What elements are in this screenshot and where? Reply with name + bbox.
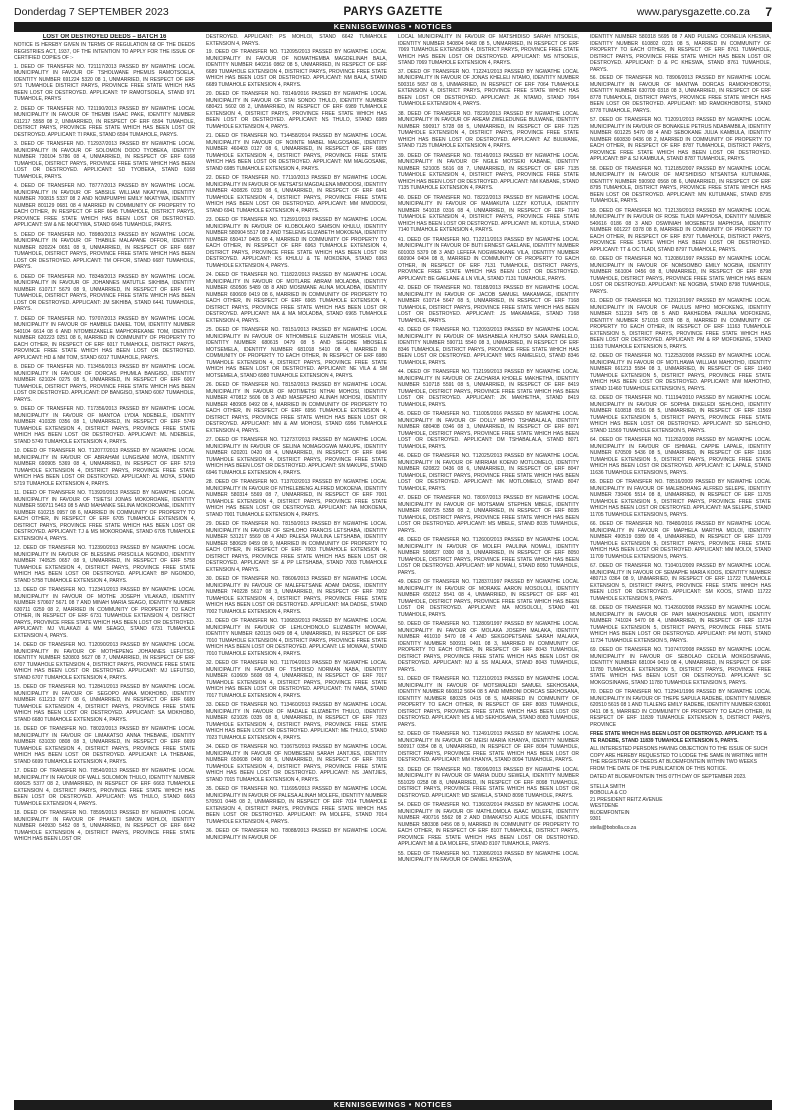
- deed-notice: 38. DEED OF TRANSFER NO. T8220/2013 PASSED BY NGWATHE LOCAL MUNICIPALITY IN FAVOUR OF AREAM ZWELEDUNGE BULWANE, IDENTITY NUMBER 590917 5728 08 5, UNMARRIED, IN RESPECT OF ERF 7125 TUMAHOLE EXTENSION 4, DISTRICT PARYS, PROVINCE FREE STATE WHICH HAS BEEN LOST OR DESTROYED. APPLICANT: AZ BULWANE, STAND 7125 TUMAHOLE EXTENSION 4, PARYS.: [398, 110, 579, 149]
- deed-notice: 60. DEED OF TRANSFER NO. T12086/1997 PASSED BY NGWATHE LOCAL MUNICIPALITY IN FAVOUR OF NOMSOMBO EMILY NOGBIA, IDENTITY NUMBER 561004 0456 08 8, UNMARRIED, IN RESPECT OF ERF 8798 TUMAHOLE, DISTRICT PARYS, PROVINCE FREE STATE WHICH HAS BEEN LOST OR DESTROYED. APPLICANT: NE NOGBIA, STAND 8798 TUMAHOLE, PARYS.: [590, 256, 771, 295]
- deed-notice: 52. DEED OF TRANSFER NO. T12491/2013 PASSED BY NGWATHE LOCAL MUNICIPALITY IN FAVOUR OF MEISI MARIA KHANYA, IDENTITY NUMBER 500917 0354 08 8, UNMARRIED, IN RESPECT OF ERF 8094 TUMAHOLE, DISTRICT PARYS, PROVINCE FREE STATE WHICH HAS BEEN LOST OR DESTROYED. APPLICANT: MM KHANYA, STAND 8094 TUMAHOLE, PARYS.: [398, 731, 579, 763]
- deed-notice: 66. DEED OF TRANSFER NO. T8480/2016 PASSED BY NGWATHE LOCAL MUNICIPALITY IN FAVOUR OF MAPHELA MARTHA MOLOI, IDENTITY NUMBER 490519 0389 08 4, UNMARRIED, IN RESPECT OF ERF 11709 TUMAHOLE EXTENSION 5, DISTRICT PARYS, PROVINCE FREE STATE WHICH HAS BEEN LOST OR DESTROYED. APPLICANT: MM MOLOI, STAND 11709 TUMAHOLE EXTENSION 5, PARYS.: [590, 521, 771, 560]
- deed-notice: 35. DEED OF TRANSFER NO. T11695/2013 PASSED BY NGWATHE LOCAL MUNICIPALITY IN FAVOUR OF PALESA ALINAH MOLEFE, IDENTITY NUMBER 570501 0445 08 2, UNMARRIED, IN RESPECT OF ERF 7014 TUMAHOLE EXTENSION 4, DISTRICT PARYS, PROVINCE FREE STATE WHICH HAS BEEN LOST OR DESTROYED. APPLICANT: PA MOLEFE, STAND 7014 TUMAHOLE EXTENSION 4, PARYS.: [206, 786, 387, 825]
- deed-notice: 34. DEED OF TRANSFER NO. T10675/2013 PASSED BY NGWATHE LOCAL MUNICIPALITY IN FAVOUR OF NOMBESENI SARAH JANTJIES, IDENTITY NUMBER 650608 0490 08 5, UNMARRIED, IN RESPECT OF ERF 7015 TUMAHOLE EXTENSION 4, DISTRICT PARYS, PROVINCE FREE STATE WHICH HAS BEEN LOST OR DESTROYED. APPLICANT: NS JANTJIES, STAND 7015 TUMAHOLE EXTENSION 4, PARYS.: [206, 744, 387, 783]
- deed-notice: 63. DEED OF TRANSFER NO. T11194/2010 PASSED BY NGWATHE LOCAL MUNICIPALITY IN FAVOUR OF SOPHIA DIKELEDI SEHLOHO, IDENTITY NUMBER 610818 0516 08 5, UNMARRIED, IN RESPECT OF ERF 11569 TUMAHOLE EXTENSION 5, DISTRICT PARYS, PROVINCE FREE STATE WHICH HAS BEEN LOST OR DESTROYED. APPLICANT: SD SEHLOHO, STAND 11569 TUMAHOLE EXTENSION 5, PARYS.: [590, 395, 771, 434]
- deed-notice: 47. DEED OF TRANSFER NO. T8097/2013 PASSED BY NGWATHE LOCAL MUNICIPALITY IN FAVOUR OF MOTSAMAI STEPHEN MBELE, IDENTITY NUMBER 600725 5358 08 2, UNMARRIED, IN RESPECT OF ERF 8035 TUMAHOLE, DISTRICT PARYS, PROVINCE FREE STATE WHICH HAS BEEN LOST OR DESTROYED. APPLICANT: MS MBELE, STAND 8035 TUMAHOLE, PARYS.: [398, 495, 579, 534]
- deed-notice: 14. DEED OF TRANSFER NO. T12090/2013 PASSED BY NGWATHE LOCAL MUNICIPALITY IN FAVOUR OF MOTHEPENG JOHANNES LEFUTSO, IDENTITY NUMBER 520803 5627 08 7, UNMARRIED, IN RESPECT OF ERF 6707 TUMAHOLE EXTENSION 4, DISTRICT PARYS, PROVINCE FREE STATE WHICH HAS BEEN LOST OR DESTROYED. APPLICANT: MJ LEFUTSO, STAND 6707 TUMAHOLE EXTENSION 4, PARYS.: [14, 642, 195, 681]
- notices-intro: NOTICE IS HEREBY GIVEN IN TERMS OF REGULATION 68 OF THE DEEDS REGISTRIES ACT, 1937, OF THE INTENTION TO APPLY FOR THE ISSUE OF CERTIFIED COPIES OF :-: [14, 42, 195, 61]
- deed-notice: 20. DEED OF TRANSFER NO. T8149/2016 PASSED BY NGWATHE LOCAL MUNICIPALITY IN FAVOUR OF STAI SONDO THULO, IDENTITY NUMBER 680421 5602 08 2, UNMARRIED, IN RESPECT OF ERF 6989 TUMAHOLE EXTENSION 4, DISTRICT PARYS, PROVINCE FREE STATE WHICH HAS BEEN LOST OR DESTROYED. APPLICANT: NS THULO, STAND 6989 TUMAHOLE EXTENSION 4, PARYS.: [206, 91, 387, 130]
- deed-notice: 18. DEED OF TRANSFER NO. T8595/2013 PASSED BY NGWATHE LOCAL MUNICIPALITY IN FAVOUR OF PHAKETI SIMON MOHLOI, IDENTITY NUMBER 640930 5452 08 5, UNMARRIED, IN RESPECT OF ERF 6642 TUMAHOLE EXTENSION 4, DISTRICT PARYS, PROVINCE FREE STATE WHICH HAS BEEN LOST OR: [14, 810, 195, 842]
- deed-notice: 8. DEED OF TRANSFER NO. T13456/2013 PASSED BY NGWATHE LOCAL MUNICIPALITY IN FAVOUR OF DORCAS PHUMLA BANGISO, IDENTITY NUMBER 621024 0275 08 5, UNMARRIED, IN RESPECT OF ERF 6067 TUMAHOLE, DISTRICT PARYS, PROVINCE FREE STATE WHICH HAS BEEN LOST OR DESTROYED. APPLICANT: DP BANGISO, STAND 6067 TUMAHOLE, PARYS.: [14, 364, 195, 403]
- deed-notice: 19. DEED OF TRANSFER NO. T12095/2013 PASSED BY NGWATHE LOCAL MUNICIPALITY IN FAVOUR OF NOMATHEMBA MAGDELINAH BALA, IDENTITY NUMBER 640216 0862 08 5, UNMARRIED, IN RESPECT OF ERF 6689 TUMAHOLE EXTENSION 4, DISTRICT PARYS, PROVINCE FREE STATE WHICH HAS BEEN LOST OR DESTROYED. APPLICANT: NM BALA, STAND 6689 TUMAHOLE EXTENSION 4, PARYS.: [206, 49, 387, 88]
- deed-notice: 65. DEED OF TRANSFER NO. T8516/2009 PASSED BY NGWATHE LOCAL MUNICIPALITY IN FAVOUR OF MALEBOHANG ALFRED SELEPE, IDENTITY NUMBER 730406 5514 08 8, UNMARRIED, IN RESPECT OF ERF 11705 TUMAHOLE EXTENSION 5, DISTRICT PARYS, PROVINCE FREE STATE WHICH HAS BEEN LOST OR DESTROYED. APPLICANT: MA SELEPE, STAND 11705 TUMAHOLE EXTENSION 5, PARYS.: [590, 479, 771, 518]
- deed-notice: 39. DEED OF TRANSFER NO. T8149/2013 PASSED BY NGWATHE LOCAL MUNICIPALITY IN FAVOUR OF NGILE MOTSEKI KABANE, IDENTITY NUMBER 521005 5616 08 7, UNMARRIED, IN RESPECT OF ERF 7135 TUMAHOLE EXTENSION 4, DISTRICT PARYS, PROVINCE FREE STATE WHICH HAS BEEN LOST OR DESTROYED. APPLICANT: NM KABANE, STAND 7135 TUMAHOLE EXTENSION 4, PARYS.: [398, 152, 579, 191]
- deed-notice: 45. DEED OF TRANSFER NO. T11005/2016 PASSED BY NGWATHE LOCAL MUNICIPALITY IN FAVOUR OF DOLLY MPHO TSHABALALA, IDENTITY NUMBER 680408 0346 08 3, UNMARRIED, IN RESPECT OF ERF 8071 TUMAHOLE, DISTRICT PARYS, PROVINCE FREE STATE WHICH HAS BEEN LOST OR DESTROYED. APPLICANT: DM TSHABALALA, STAND 8071 TUMAHOLE, PARYS.: [398, 411, 579, 450]
- notice-70-ending: FREE STATE WHICH HAS BEEN LOST OR DESTROYED. APPLICANT: TS & TE RADEBE, STAND 11839 TUMAHOLE EXTENSION 5, PARYS.: [590, 731, 768, 744]
- notice-continuation: LOCAL MUNICIPALITY IN FAVOUR OF MATSHIDISO SARAH NTSOELE, IDENTITY NUMBER 540804 0468 08 5, UNMARRIED, IN RESPECT OF ERF 7069 TUMAHOLE EXTENSION 4, DISTRICT PARYS, PROVINCE FREE STATE WHICH HAS BEEN LOST OR DESTROYED. APPLICANT: MS NTSOELE, STAND 7069 TUMAHOLE EXTENSION 4, PARYS.: [398, 34, 579, 66]
- deed-notice: 3. DEED OF TRANSFER NO. T12937/2013 PASSED BY NGWATHE LOCAL MUNICIPALITY IN FAVOUR OF SOLOMON DODO TYOBEKA, IDENTITY NUMBER 730104 5786 08 4, UNMARRIED, IN RESPECT OF ERF 6168 TUMAHOLE, DISTRICT PARYS, PROVINCE FREE STATE WHICH HAS BEEN LOST OR DESTROYED. APPLICANT: SD TYOBEKA, STAND 6168 TUMAHOLE, PARYS.: [14, 141, 195, 180]
- notice-continuation: DESTROYED. APPLICANT: PS MOHLOI, STAND 6642 TUMAHOLE EXTENSION 4, PARYS.: [206, 34, 387, 47]
- deed-notice: 49. DEED OF TRANSFER NO. T12837/1997 PASSED BY NGWATHE LOCAL MUNICIPALITY IN FAVOUR OF MORAKE AARON MOSOLOLI, IDENTITY NUMBER 650212 5541 08 4, UNMARRIED, IN RESPECT OF ERF 401 TUMAHOLE, DISTRICT PARYS, PROVINCE FREE STATE WHICH HAS BEEN LOST OR DESTROYED. APPLICANT: MA MOSOLOLI, STAND 401 TUMAHOLE, PARYS.: [398, 579, 579, 618]
- deed-notice: 55. DEED OF TRANSFER NO. T12086/2013 PASSED BY NGWATHE LOCAL MUNICIPALITY IN FAVOUR OF DANIEL KHESWA,: [398, 850, 579, 863]
- deed-notice: 22. DEED OF TRANSFER NO. T7110/2013 PASSED BY NGWATHE LOCAL MUNICIPALITY IN FAVOUR OF METSATSI MAGDALENA MMODOSI, IDENTITY NUMBER 430826 0233 08 6, UNMARRIED, IN RESPECT OF ERF 6941 TUMAHOLE EXTENSION 4, DISTRICT PARYS, PROVINCE FREE STATE WHICH HAS BEEN LOST OR DESTROYED. APPLICANT: MM MMODOSI, STAND 6941 TUMAHOLE EXTENSION 4, PARYS.: [206, 175, 387, 214]
- deed-notice: 48. DEED OF TRANSFER NO. T12600/2013 PASSED BY NGWATHE LOCAL MUNICIPALITY IN FAVOUR OF MOLEFI PAULINA NOMALI, IDENTITY NUMBER 590827 0300 08 3, UNMARRIED, IN RESPECT OF ERF 8050 TUMAHOLE, DISTRICT PARYS, PROVINCE FREE STATE WHICH HAS BEEN LOST OR DESTROYED. APPLICANT: MP NOMALI, STAND 8050 TUMAHOLE, PARYS.: [398, 537, 579, 576]
- deed-notice: 70. DEED OF TRANSFER NO. T12941/1996 PASSED BY NGWATHE LOCAL MUNICIPALITY IN FAVOUR OF THEPE SAPULA RADEBE, IDENTITY NUMBER 620510 5615 08 1 AND TLALENG EMILY RADEBE, IDENTITY NUMBER 630601 0411 08 5, MARRIED IN COMMUNITY OF PROPERTY TO EACH OTHER, IN RESPECT OF ERF 11839 TUMAHOLE EXTENSION 5, DISTRICT PARYS, PROVINCE: [590, 689, 771, 728]
- deed-notice: 36. DEED OF TRANSFER NO. T8088/2013 PASSED BY NGWATHE LOCAL MUNICIPALITY IN FAVOUR OF: [206, 828, 387, 841]
- notice-list: [14, 64, 195, 843]
- website-link[interactable]: www.parysgazette.co.za: [636, 6, 750, 18]
- deed-notice: 58. DEED OF TRANSFER NO. T12185/2007 PASSED BY NGWATHE LOCAL MUNICIPALITY IN FAVOUR OF MATSHIDISO NTSANTSA KUTUMANE, IDENTITY NUMBER 590902 0568 08 6, UNMARRIED, IN RESPECT OF ERF 8795 TUMAHOLE, DISTRICT PARYS, PROVINCE FREE STATE WHICH HAS BEEN LOST OR DESTROYED. APPLICANT: MN KUTUMANE, STAND 8795 TUMAHOLE, PARYS.: [590, 165, 771, 204]
- deed-notice: 68. DEED OF TRANSFER NO. T14260/2008 PASSED BY NGWATHE LOCAL MUNICIPALITY IN FAVOUR OF PAPI MAKHOSANDILE MOTI, IDENTITY NUMBER 741024 5470 08 4, UNMARRIED, IN RESPECT OF ERF 11734 TUMAHOLE EXTENSION 5, DISTRICT PARYS, PROVINCE FREE STATE WHICH HAS BEEN LOST OR DESTROYED. APPLICANT: PM MOTI, STAND 11734 TUMAHOLE EXTENSION 5, PARYS.: [590, 605, 771, 644]
- deed-notice: 27. DEED OF TRANSFER NO. T12737/2013 PASSED BY NGWATHE LOCAL MUNICIPALITY IN FAVOUR OF SELINA NOMAGOGWA MAKUPE, IDENTITY NUMBER 620201 0420 08 4, UNMARRIED, IN RESPECT OF ERF 6946 TUMAHOLE EXTENSION 4, DISTRICT PARYS, PROVINCE FREE STATE WHICH HAS BEEN LOST OR DESTROYED. APPLICANT: SN MAKUPE, STAND 6946 TUMAHOLE EXTENSION 4, PARYS.: [206, 437, 387, 476]
- contact-email[interactable]: stella@bobolla.co.za: [590, 824, 637, 831]
- deed-notice: 1. DEED OF TRANSFER NO. T21117/2013 PASSED BY NGWATHE LOCAL MUNICIPALITY IN FAVOUR OF TSHOLWANE PHEMUS RAMOTSOELA, IDENTITY NUMBER 691224 5320 08 1, UNMARRIED, IN RESPECT OF ERF 971 TUMAHOLE DISTRICT PARYS, PROVINCE FREE STATE WHICH HAS BEEN LOST OR DESTROYED. APPLICANT: TP RAMOTSOELA, STAND 971 TUMAHOLE, PARYS: [14, 63, 195, 102]
- column-2: [206, 34, 387, 1096]
- deed-notice: 32. DEED OF TRANSFER NO. T11704/2013 PASSED BY NGWATHE LOCAL MUNICIPALITY IN FAVOUR OF TSHIDISO NORMAN NABA, IDENTITY NUMBER 610609 5608 08 4, UNMARRIED, IN RESPECT OF ERF 7017 TUMAHOLE EXTENSION 4, DISTRICT PARYS, PROVINCE FREE STATE WHICH HAS BEEN LOST OR DESTROYED. APPLICANT: TN NABA, STAND 7017 TUMAHOLE EXTENSION 4, PARYS.: [206, 660, 387, 699]
- deed-notice: 28. DEED OF TRANSFER NO. T13702/2013 PASSED BY NGWATHE LOCAL MUNICIPALITY IN FAVOUR OF NTHELEBENG ALFRED MOKOENA, IDENTITY NUMBER 580314 5569 08 7, UNMARRIED, IN RESPECT OF ERF 7001 TUMAHOLE EXTENSION 4, DISTRICT PARYS, PROVINCE FREE STATE WHICH HAS BEEN LOST OR DESTROYED. APPLICANT: NA MOKOENA, STAND 7001 TUMAHOLE EXTENSION 4, PARYS.: [206, 479, 387, 518]
- deed-notice: 53. DEED OF TRANSFER NO. T8096/2013 PASSED BY NGWATHE LOCAL MUNICIPALITY IN FAVOUR OF MARIA DUDU SEWELA, IDENTITY NUMBER 551029 0258 08 8, UNMARRIED, IN RESPECT OF ERF 8098 TUMAHOLE, DISTRICT PARYS, PROVINCE FREE STATE WHICH HAS BEEN LOST OR DESTROYED. APPLICANT: MD SEWELA, STAND 8098 TUMAHOLE, PARYS.: [398, 766, 579, 799]
- notice-list: [398, 69, 579, 864]
- deed-notice: 12. DEED OF TRANSFER NO. T12390/2013 PASSED BY NGWATHE LOCAL MUNICIPALITY IN FAVOUR OF BLESSING PRISCILLA NGONDO, IDENTITY NUMBER 740525 0657 08 9, UNMARRIED, IN RESPECT OF ERF 5758 TUMAHOLE EXTENSION 4, DISTRICT PARYS, PROVINCE FREE STATE WHICH HAS BEEN LOST OR DESTROYED. APPLICANT: BP NGONDO, STAND 5758 TUMAHOLE EXTENSION 4, PARYS.: [14, 545, 195, 584]
- deed-notice: 61. DEED OF TRANSFER NO. T12912/1997 PASSED BY NGWATHE LOCAL MUNICIPALITY IN FAVOUR OF PAULUS MPHO MOFOKENG, IDENTITY NUMBER 511219 5475 08 5 AND RAKHEOBA PAULINA MOFOKENG, IDENTITY NUMBER 571015 0378 08 8, MARRIED IN COMMUNITY OF PROPERTY TO EACH OTHER, IN RESPECT OF ERF 11163 TUMAHOLE EXTENSION 5, DISTRICT PARYS, PROVINCE FREE STATE WHICH HAS BEEN LOST OR DESTROYED. APPLICANT: PM & RP MOFOKENG, STAND 11163 TUMAHOLE EXTENSION 5, PARYS.: [590, 298, 771, 350]
- section-band: KENNISGEWINGS • NOTICES: [14, 22, 772, 32]
- applicant-address: STELLA SMITH BOBOLLA & CO 21 PRESIDENT REITZ AVENUE WESTDENE BLOEMFONTEIN 9301: [590, 783, 663, 822]
- deed-notice: 7. DEED OF TRANSFER NO. T9707/2013 PASSED BY NGWATHE LOCAL MUNICIPALITY IN FAVOUR OF HAMBILE DANIEL TOM, IDENTITY NUMBER 540104 6614 08 6 AND NTOMBIZANELE MAPHOREKANE TOM, IDENTITY NUMBER 620223 0251 08 6, MARRIED IN COMMUNITY OF PROPERTY TO EACH OTHER, IN RESPECT OF ERF 6017 TUMAHOLE, DISTRICT PARYS, PROVINCE FREE STATE WHICH HAS BEEN LOST OR DESTROYED. APPLICANT: HD & NM TOM, STAND 6017 TUMAHOLE, PARYS.: [14, 315, 195, 361]
- deed-notice: 24. DEED OF TRANSFER NO. T11822/2013 PASSED BY NGWATHE LOCAL MUNICIPALITY IN FAVOUR OF MOTLARE ABRAM MOLADBA, IDENTITY NUMBER 650506 5489 08 8 AND MOSIMANE ALINA MOLADBA, IDENTITY NUMBER 690609 0419 08 6, MARRIED IN COMMUNITY OF PROPERTY TO EACH OTHER, IN RESPECT OF ERF 6965 TUMAHOLE EXTENSION 4, DISTRICT PARYS, PROVINCE FREE STATE WHICH HAS BEEN LOST OR DESTROYED. APPLICANT: MA & MA MOLADBA, STAND 6965 TUMAHOLE EXTENSION 4, PARYS.: [206, 272, 387, 324]
- objection-instructions: ALL INTERESTED PERSONS HAVING OBJECTION TO THE ISSUE OF SUCH COPY ARE HEREBY REQUESTED TO LODGE THE SAME IN WRITING WITH THE REGISTRAR OF DEEDS AT BLOEMFONTEIN WITHIN TWO WEEKS FROM THE DATE OF THE PUBLICATION OF THIS NOTICE.: [590, 746, 768, 772]
- deed-notice: 69. DEED OF TRANSFER NO. T10747/2008 PASSED BY NGWATHE LOCAL MUNICIPALITY IN FAVOUR OF SEBOLAO CECILIA MOKGOSINANG, IDENTITY NUMBER 681004 0419 08 4, UNMARRIED, IN RESPECT OF ERF 11780 TUMAHOLE EXTENSION 5, DISTRICT PARYS, PROVINCE FREE STATE WHICH HAS BEEN LOST OR DESTROYED. APPLICANT: SC MOKGOSINANG, STAND 11780 TUMAHOLE EXTENSION 5, PARYS.: [590, 647, 771, 686]
- footer-band: KENNISGEWINGS • NOTICES: [14, 1100, 772, 1110]
- deed-notice: 17. DEED OF TRANSFER NO. T8540/2013 PASSED BY NGWATHE LOCAL MUNICIPALITY IN FAVOUR OF WALL SOLOMON THULO, IDENTITY NUMBER 690625 5377 08 2, UNMARRIED, IN RESPECT OF ERF 6663 TUMAHOLE EXTENSION 4, DISTRICT PARYS, PROVINCE FREE STATE WHICH HAS BEEN LOST OR DESTROYED. APPLICANT: WS THULO, STAND 6663 TUMAHOLE EXTENSION 4, PARYS.: [14, 768, 195, 807]
- deed-notice: 57. DEED OF TRANSFER NO. T12091/2013 PASSED BY NGWATHE LOCAL MUNICIPALITY IN FAVOUR OF BONAKELE PETRUS NDABAMBILA, IDENTITY NUMBER 601225 5470 08 4 AND SEBOKANE JULIA KAMBULA, IDENTITY NUMBER 660830 0436 08 2, MARRIED IN COMMUNITY OF PROPERTY TO EACH OTHER, IN RESPECT OF ERF 8787 TUMAHOLE, DISTRICT PARYS, PROVINCE FREE STATE WHICH HAS BEEN LOST OR DESTROYED. APPLICANT: BP & SJ KAMBULA, STAND 8787 TUMAHOLE, PARYS.: [590, 117, 771, 162]
- notices-columns: [14, 34, 772, 1096]
- column-4: [590, 34, 771, 1096]
- deed-notice: 46. DEED OF TRANSFER NO. T12025/2013 PASSED BY NGWATHE LOCAL MUNICIPALITY IN FAVOUR OF MIRRIAM KOENO MOTLOMELO, IDENTITY NUMBER 620822 0436 08 6, UNMARRIED, IN RESPECT OF ERF 8047 TUMAHOLE, DISTRICT PARYS, PROVINCE FREE STATE WHICH HAS BEEN LOST OR DESTROYED. APPLICANT: MK MOTLOMELO, STAND 8047 TUMAHOLE, PARYS.: [398, 453, 579, 492]
- deed-notice: 44. DEED OF TRANSFER NO. T12199/2013 PASSED BY NGWATHE LOCAL MUNICIPALITY IN FAVOUR OF ZACHARIA KHOELE MAKHETHA, IDENTITY NUMBER 510718 5591 08 5, UNMARRIED, IN RESPECT OF ERF 8419 TUMAHOLE, DISTRICT PARYS, PROVINCE FREE STATE WHICH HAS BEEN LOST OR DESTROYED. APPLICANT: ZK MAKHETHA, STAND 8419 TUMAHOLE, PARYS.: [398, 369, 579, 408]
- deed-notice: 42. DEED OF TRANSFER NO. T8188/2013 PASSED BY NGWATHE LOCAL MUNICIPALITY IN FAVOUR OF JACOB SAMUEL MAKAMAGE, IDENTITY NUMBER 610714 5647 08 5, UNMARRIED, IN RESPECT OF ERF 7168 TUMAHOLE, DISTRICT PARYS, PROVINCE FREE STATE WHICH HAS BEEN LOST OR DESTROYED. APPLICANT: JS MAKAMAGE, STAND 7168 TUMAHOLE, PARYS.: [398, 285, 579, 324]
- notice-continuation: IDENTITY NUMBER 580318 5695 08 7 AND PULENG CORNELIA KHESWA, IDENTITY NUMBER 610802 0221 08 5, MARRIED IN COMMUNITY OF PROPERTY TO EACH OTHER, IN RESPECT OF ERF 8761 TUMAHOLE, DISTRICT PARYS, PROVINCE FREE STATE WHICH HAS BEEN LOST OR DESTROYED. APPLICANT: D & PC KHESWA, STAND 8761 TUMAHOLE, PARYS.: [590, 34, 771, 73]
- deed-notice: 43. DEED OF TRANSFER NO. T12093/2013 PASSED BY NGWATHE LOCAL MUNICIPALITY IN FAVOUR OF MASHABELA KHUTSO SANA RAMELELO, IDENTITY NUMBER 590711 5540 08 3, UNMARRIED, IN RESPECT OF ERF 8346 TUMAHOLE, DISTRICT PARYS, PROVINCE FREE STATE WHICH HAS BEEN LOST OR DESTROYED. APPLICANT: MKS RAMELELO, STAND 8346 TUMAHOLE, PARYS.: [398, 327, 579, 366]
- deed-notice: 5. DEED OF TRANSFER NO. T8980/2013 PASSED BY NGWATHE LOCAL MUNICIPALITY IN FAVOUR OF THABILE MALAPANE OFFOR, IDENTITY NUMBER 820224 0651 08 9, UNMARRIED, IN RESPECT OF ERF 6687 TUMAHOLE, DISTRICT PARYS, PROVINCE FREE STATE WHICH HAS BEEN LOST OR DESTROYED. APPLICANT: TM OFFOR, STAND 6687 TUMAHOLE, PARYS.: [14, 231, 195, 270]
- deed-notice: 13. DEED OF TRANSFER NO. T12341/2013 PASSED BY NGWATHE LOCAL MUNICIPALITY IN FAVOUR OF MOTHE JOSEPH VILAKAZI, IDENTITY NUMBER 570607 5671 08 7 AND MINAH MARIA SEAGO, IDENTITY NUMBER 630711 0259 08 2, MARRIED IN COMMUNITY OF PROPERTY TO EACH OTHER, IN RESPECT OF ERF 6731 TUMAHOLE EXTENSION 4, DISTRICT PARYS, PROVINCE FREE STATE WHICH HAS BEEN LOST OR DESTROYED. APPLICANT: MJ VILAKAZI & MM SEAGO, STAND 6731 TUMAHOLE EXTENSION 4, PARYS.: [14, 587, 195, 639]
- deed-notice: 33. DEED OF TRANSFER NO. T13460/2013 PASSED BY NGWATHE LOCAL MUNICIPALITY IN FAVOUR OF MADALE ELIZABETH THULO, IDENTITY NUMBER 621026 0335 08 8, UNMARRIED, IN RESPECT OF ERF 7023 TUMAHOLE EXTENSION 4, DISTRICT PARYS, PROVINCE FREE STATE WHICH HAS BEEN LOST OR DESTROYED. APPLICANT: ME THULO, STAND 7023 TUMAHOLE EXTENSION 4, PARYS.: [206, 702, 387, 741]
- masthead: [14, 6, 772, 22]
- deed-notice: 67. DEED OF TRANSFER NO. T10401/2009 PASSED BY NGWATHE LOCAL MUNICIPALITY IN FAVOUR OF SEMAPHE MARIA KOOS, IDENTITY NUMBER 480713 0364 08 9, UNMARRIED, IN RESPECT OF ERF 11722 TUMAHOLE EXTENSION 5, DISTRICT PARYS, PROVINCE FREE STATE WHICH HAS BEEN LOST OR DESTROYED. APPLICANT: SM KOOS, STAND 11722 TUMAHOLE EXTENSION 5, PARYS.: [590, 563, 771, 602]
- page-number: 7: [765, 5, 772, 19]
- deed-notice: 10. DEED OF TRANSFER NO. T12077/2013 PASSED BY NGWATHE LOCAL MUNICIPALITY IN FAVOUR OF ABRAHAM LUNGISANI MOYA, IDENTITY NUMBER 690905 5369 08 4, UNMARRIED, IN RESPECT OF ERF 5719 TUMAHOLE EXTENSION 4, DISTRICT PARYS, PROVINCE FREE STATE WHICH HAS BEEN LOST OR DESTROYED. APPLICANT: AL MOYA, STAND 5719 TUMAHOLE EXTENSION 4, PARYS.: [14, 448, 195, 487]
- deed-notice: 25. DEED OF TRANSFER NO. T8151/2013 PASSED BY NGWATHE LOCAL MUNICIPALITY IN FAVOUR OF NTHOMBELE ELIZABETH MOSELE VILA, IDENTITY NUMBER 680615 0479 08 5 AND SEGOBE MBOSELE MOTSEMELA, IDENTITY NUMBER 681018 5410 08 4, MARRIED IN COMMUNITY OF PROPERTY TO EACH OTHER, IN RESPECT OF ERF 6980 TUMAHOLE EXTENSION 4, DISTRICT PARYS, PROVINCE FREE STATE WHICH HAS BEEN LOST OR DESTROYED. APPLICANT: NE VILA & SM MOTSEMELA, STAND 6980 TUMAHOLE EXTENSION 4, PARYS.: [206, 327, 387, 379]
- issue-date: Donderdag 7 SEPTEMBER 2023: [14, 6, 169, 18]
- deed-notice: 64. DEED OF TRANSFER NO. T11262/2008 PASSED BY NGWATHE LOCAL MUNICIPALITY IN FAVOUR OF ISHMAEL CAPPIE LAPALE, IDENTITY NUMBER 670509 5436 08 5, UNMARRIED, IN RESPECT OF ERF 11636 TUMAHOLE EXTENSION 5, DISTRICT PARYS, PROVINCE FREE STATE WHICH HAS BEEN LOST OR DESTROYED. APPLICANT: IC LAPALE, STAND 11636 TUMAHOLE EXTENSION 5, PARYS.: [590, 437, 771, 476]
- deed-notice: 9. DEED OF TRANSFER NO. T17356/2013 PASSED BY NGWATHE LOCAL MUNICIPALITY IN FAVOUR OF MANTOA LYDIA NDEBELE, IDENTITY NUMBER 410328 0356 08 1, UNMARRIED, IN RESPECT OF ERF 5749 TUMAHOLE EXTENSION 4, DISTRICT PARYS, PROVINCE FREE STATE WHICH HAS BEEN LOST OR DESTROYED. APPLICANT: ML NDEBELE, STAND 5749 TUMAHOLE EXTENSION 4, PARYS.: [14, 406, 195, 445]
- column-3: [398, 34, 579, 1096]
- newspaper-title: PARYS GAZETTE: [343, 6, 443, 18]
- deed-notice: 51. DEED OF TRANSFER NO. T12210/2013 PASSED BY NGWATHE LOCAL MUNICIPALITY IN FAVOUR OF MOTSWALEDI SAMUEL SEKHOSANA, IDENTITY NUMBER 660812 5604 08 5 AND MMBONI DORCAS SEKHOSANA, IDENTITY NUMBER 680325 0415 08 5, MARRIED IN COMMUNITY OF PROPERTY TO EACH OTHER, IN RESPECT OF ERF 8083 TUMAHOLE, DISTRICT PARYS, PROVINCE FREE STATE WHICH HAS BEEN LOST OR DESTROYED. APPLICANT: MS & MD SEKHOSANA, STAND 8083 TUMAHOLE, PARYS.: [398, 676, 579, 728]
- notices-heading: LOST OR DESTROYED DEEDS – BATCH 16: [42, 34, 167, 40]
- deed-notice: 4. DEED OF TRANSFER NO. T8777/2013 PASSED BY NGWATHE LOCAL MUNICIPALITY IN FAVOUR OF SABSILE WILLIAM NKATYWA, IDENTITY NUMBER 700815 5337 08 2 AND NOMPUMPHI EMILY NKATYWA, IDENTITY NUMBER 801129 0681 08 4 MARRIED IN COMMUNITY OF PROPERTY TO EACH OTHER, IN RESPECT OF ERF 6645 TUMAHOLE, DISTRICT PARYS, PROVINCE FREE STATE WHICH HAS BEEN LOST OR DESTROYED. APPLICANT: SW & NE NKATYWA, STAND 6645 TUMAHOLE, PARYS.: [14, 183, 195, 228]
- notice-list: [206, 49, 387, 841]
- deed-notice: 29. DEED OF TRANSFER NO. T8150/2013 PASSED BY NGWATHE LOCAL MUNICIPALITY IN FAVOUR OF SEHLOHO FRANCIS LETSHABA, IDENTITY NUMBER 531217 5569 08 4 AND PALESA PAULINA LETSHABA, IDENTITY NUMBER 580629 0459 08 9, MARRIED IN COMMUNITY OF PROPERTY TO EACH OTHER, IN RESPECT OF ERF 7003 TUMAHOLE EXTENSION 4, DISTRICT PARYS, PROVINCE FREE STATE WHICH HAS BEEN LOST OR DESTROYED. APPLICANT: SF & PP LETSHABA, STAND 7003 TUMAHOLE EXTENSION 4, PARYS.: [206, 521, 387, 573]
- deed-notice: 56. DEED OF TRANSFER NO. T8906/2013 PASSED BY NGWATHE LOCAL MUNICIPALITY IN FAVOUR OF MANTWA DORCAS RAMOKHOBOTSI, IDENTITY NUMBER 630709 0318 08 3, UNMARRIED, IN RESPECT OF ERF 8778 TUMAHOLE, DISTRICT PARYS, PROVINCE FREE STATE WHICH HAS BEEN LOST OR DESTROYED. APPLICANT: MD RAMOKHOBOTSI, STAND 8778 TUMAHOLE, PARYS.: [590, 75, 771, 114]
- deed-notice: 50. DEED OF TRANSFER NO. T12809/1997 PASSED BY NGWATHE LOCAL MUNICIPALITY IN FAVOUR OF MOLAKA JOSEPH MALAKA, IDENTITY NUMBER 461010 5470 08 4 AND SEKGOPETSANE SARAH MALAKA, IDENTITY NUMBER 500911 0401 08 3, MARRIED IN COMMUNITY OF PROPERTY TO EACH OTHER, IN RESPECT OF ERF 8043 TUMAHOLE, DISTRICT PARYS, PROVINCE FREE STATE WHICH HAS BEEN LOST OR DESTROYED. APPLICANT: MJ & SS MALAKA, STAND 8043 TUMAHOLE, PARYS.: [398, 621, 579, 673]
- deed-notice: 15. DEED OF TRANSFER NO. T12841/2013 PASSED BY NGWATHE LOCAL MUNICIPALITY IN FAVOUR OF SEGOPO ANNA MOKHOBO, IDENTITY NUMBER 611213 0277 08 6, UNMARRIED, IN RESPECT OF ERF 6680 TUMAHOLE EXTENSION 4, DISTRICT PARYS, PROVINCE FREE STATE WHICH HAS BEEN LOST OR DESTROYED. APPLICANT: SA MOKHOBO, STAND 6680 TUMAHOLE EXTENSION 4, PARYS.: [14, 684, 195, 723]
- deed-notice: 30. DEED OF TRANSFER NO. T8606/2013 PASSED BY NGWATHE LOCAL MUNICIPALITY IN FAVOUR OF MALEFETSANE ADAM DADSE, IDENTITY NUMBER 740228 5617 08 3, UNMARRIED, IN RESPECT OF ERF 7002 TUMAHOLE EXTENSION 4, DISTRICT PARYS, PROVINCE FREE STATE WHICH HAS BEEN LOST OR DESTROYED. APPLICANT: MA DADSE, STAND 7002 TUMAHOLE EXTENSION 4, PARYS.: [206, 576, 387, 615]
- deed-notice: 21. DEED OF TRANSFER NO. T14458/2014 PASSED BY NGWATHE LOCAL MUNICIPALITY IN FAVOUR OF NOINTE MABEL MALGOSANE, IDENTITY NUMBER 460403 0127 08 6, UNMARRIED, IN RESPECT OF ERF 6985 TUMAHOLE EXTENSION 4, DISTRICT PARYS, PROVINCE FREE STATE WHICH HAS BEEN LOST OR DESTROYED. APPLICANT: NM MALGOSANE, STAND 6985 TUMAHOLE EXTENSION 4, PARYS.: [206, 133, 387, 172]
- dated-line: DATED AT BLOEMFONTEIN THIS 07TH DAY OF SEPTEMBER 2023.: [590, 774, 747, 780]
- deed-notice: 37. DEED OF TRANSFER NO. T12241/2013 PASSED BY NGWATHE LOCAL MUNICIPALITY IN FAVOUR OF JONAS KHELELI NTAMO, IDENTITY NUMBER 500316 5657 08 5, UNMARRIED, IN RESPECT OF ERF 7064 TUMAHOLE EXTENSION 4, DISTRICT PARYS, PROVINCE FREE STATE WHICH HAS BEEN LOST OR DESTROYED. APPLICANT: JK NTAMO, STAND 7064 TUMAHOLE EXTENSION 4, PARYS.: [398, 68, 579, 107]
- deed-notice: 31. DEED OF TRANSFER NO. T10683/2013 PASSED BY NGWATHE LOCAL MUNICIPALITY IN FAVOUR OF LEHLOHONOLO ELIZABETH MOWAAI, IDENTITY NUMBER 620115 0429 08 4, UNMARRIED, IN RESPECT OF ERF 7010 TUMAHOLE EXTENSION 4, DISTRICT PARYS, PROVINCE FREE STATE WHICH HAS BEEN LOST OR DESTROYED. APPLICANT: LE MOWAAI, STAND 7010 TUMAHOLE EXTENSION 4, PARYS.: [206, 618, 387, 657]
- deed-notice: 16. DEED OF TRANSFER NO. T8022/2013 PASSED BY NGWATHE LOCAL MUNICIPALITY IN FAVOUR OF LIMAKATSO ANNA THEBANE, IDENTITY NUMBER 631030 0808 08 3, UNMARRIED, IN RESPECT OF ERF 6699 TUMAHOLE EXTENSION 4, DISTRICT PARYS, PROVINCE FREE STATE WHICH HAS BEEN LOST OR DESTROYED. APPLICANT: LA THEBANE, STAND 6699 TUMAHOLE EXTENSION 4, PARYS.: [14, 726, 195, 765]
- deed-notice: 11. DEED OF TRANSFER NO. T13920/2013 PASSED BY NGWATHE LOCAL MUNICIPALITY IN FAVOUR OF TSIETSI JONAS MOKOROANE, IDENTITY NUMBER 590711 5463 08 5 AND MAHANKE SELINA MOKOROANE, IDENTITY NUMBER 610215 0957 08 6, MARRIED IN COMMUNITY OF PROPERTY TO EACH OTHER, IN RESPECT OF ERF 6705 TUMAHOLE EXTENSION 4, DISTRICT PARYS, PROVINCE FREE STATE WHICH HAS BEEN LOST OR DESTROYED. APPLICANT: TJ & MS MOKOROANE, STAND 6705 TUMAHOLE EXTENSION 4, PARYS.: [14, 490, 195, 542]
- column-1: [14, 34, 195, 1096]
- deed-notice: 40. DEED OF TRANSFER NO. T8222/2013 PASSED BY NGWATHE LOCAL MUNICIPALITY IN FAVOUR OF MAMAKUTA LIZZY KOTULA, IDENTITY NUMBER 541018 0316 08 4, UNMARRIED, IN RESPECT OF ERF 7140 TUMAHOLE EXTENSION 4, DISTRICT PARYS, PROVINCE FREE STATE WHICH HAS BEEN LOST OR DESTROYED. APPLICANT: ML KOTULA, STAND 7140 TUMAHOLE EXTENSION 4, PARYS.: [398, 194, 579, 233]
- deed-notice: 41. DEED OF TRANSFER NO. T12211/2013 PASSED BY NGWATHE LOCAL MUNICIPALITY IN FAVOUR OF BUTI ERNEST GAELANE, IDENTITY NUMBER 601003 5379 08 3 AND LEFEFA NOGWENKANE VILA, IDENTITY NUMBER 660904 0404 08 8, MARRIED IN COMMUNITY OF PROPERTY TO EACH OTHER, IN RESPECT OF ERF 7131 TUMAHOLE, DISTRICT PARYS, PROVINCE FREE STATE WHICH HAS BEEN LOST OR DESTROYED. APPLICANT: BE GAELANE & LN VILA, STAND 7131 TUMAHOLE, PARYS.: [398, 236, 579, 282]
- deed-notice: 54. DEED OF TRANSFER NO. T13603/2014 PASSED BY NGWATHE LOCAL MUNICIPALITY IN FAVOUR OF MATHLOMOLA ISAAC MOLEFE, IDENTITY NUMBER 490716 5562 08 2 AND DIMAKATSO ALICE MOLEFE, IDENTITY NUMBER 580308 0456 08 9, MARRIED IN COMMUNITY OF PROPERTY TO EACH OTHER, IN RESPECT OF ERF 8107 TUMAHOLE, DISTRICT PARYS, PROVINCE FREE STATE WHICH HAS BEEN LOST OR DESTROYED. APPLICANT: MI & DA MOLEFE, STAND 8107 TUMAHOLE, PARYS.: [398, 802, 579, 847]
- deed-notice: 62. DEED OF TRANSFER NO. T12253/2008 PASSED BY NGWATHE LOCAL MUNICIPALITY IN FAVOUR OF MOTLHAWA WILLIAM MAHOTHO, IDENTITY NUMBER 661213 5584 08 3, UNMARRIED, IN RESPECT OF ERF 11460 TUMAHOLE EXTENSION 5, DISTRICT PARYS, PROVINCE FREE STATE WHICH HAS BEEN LOST OR DESTROYED. APPLICANT: MW MAHOTHO, STAND 11460 TUMAHOLE EXTENSION 5, PARYS.: [590, 353, 771, 392]
- deed-notice: 2. DEED OF TRANSFER NO. T21190/2013 PASSED BY NGWATHE LOCAL MUNICIPALITY IN FAVOUR OF THEMBI ISAAC PAKE, IDENTITY NUMBER 611217 5558 08 2, UNMARRIED, IN RESPECT OF ERF 6594 TUMAHOLE, DISTRICT PARYS, PROVINCE FREE STATE WHICH HAS BEEN LOST OR DESTROYED. APPLICANT: TI PAKE, STAND 6594 TUMAHOLE, PARYS.: [14, 105, 195, 138]
- notice-list: [590, 75, 771, 728]
- deed-notice: 59. DEED OF TRANSFER NO. T12139/2013 PASSED BY NGWATHE LOCAL MUNICIPALITY IN FAVOUR OF ROSE TLADI MAPHOSA, IDENTITY NUMBER 540616 0186 08 3 AND OSWINIAH MOSEBETSI MAPHOSA, IDENTITY NUMBER 601227 0378 08 8, MARRIED IN COMMUNITY OF PROPERTY TO EACH OTHER, IN RESPECT OF ERF 8797 TUMAHOLE, DISTRICT PARYS, PROVINCE FREE STATE WHICH HAS BEEN LOST OR DESTROYED. APPLICANT: TT & OC TLADI, STAND 8797 TUMAHOLE, PARYS.: [590, 207, 771, 253]
- deed-notice: 6. DEED OF TRANSFER NO. T8348/2013 PASSED BY NGWATHE LOCAL MUNICIPALITY IN FAVOUR OF JOHANNES MATUTLE SIKHIBA, IDENTITY NUMBER 610717 5679 08 9, UNMARRIED, IN RESPECT OF ERF 6441 TUMAHOLE, DISTRICT PARYS, PROVINCE FREE STATE WHICH HAS BEEN LOST OR DESTROYED. APPLICANT: JM SIKHIBA, STAND 6441 TUMAHOLE, PARYS.: [14, 273, 195, 312]
- deed-notice: 23. DEED OF TRANSFER NO. T12591/2013 PASSED BY NGWATHE LOCAL MUNICIPALITY IN FAVOUR OF KLOBOLAKO SAMSON KHULU, IDENTITY NUMBER 580904 5517 08 2 AND TSELENG ELIZABETH MOKOENA, IDENTITY NUMBER 650417 0405 08 4, MARRIED IN COMMUNITY OF PROPERTY TO EACH OTHER, IN RESPECT OF ERF 6963 TUMAHOLE EXTENSION 4, DISTRICT PARYS, PROVINCE FREE STATE WHICH HAS BEEN LOST OR DESTROYED. APPLICANT: KS KHULU & TE MOKOENA, STAND 6963 TUMAHOLE EXTENSION 4, PARYS.: [206, 217, 387, 269]
- deed-notice: 26. DEED OF TRANSFER NO. T8152/2013 PASSED BY NGWATHE LOCAL MUNICIPALITY IN FAVOUR OF MOTIMETSI NTHAI MOHOSI, IDENTITY NUMBER 470812 5606 08 3 AND MASEPEHO ALINAH MOHOSI, IDENTITY NUMBER 480905 0492 08 4, MARRIED IN COMMUNITY OF PROPERTY TO EACH OTHER, IN RESPECT OF ERF 6956 TUMAHOLE EXTENSION 4, DISTRICT PARYS, PROVINCE FREE STATE WHICH HAS BEEN LOST OR DESTROYED. APPLICANT: MN & AM MOHOSI, STAND 6956 TUMAHOLE EXTENSION 4, PARYS.: [206, 382, 387, 434]
